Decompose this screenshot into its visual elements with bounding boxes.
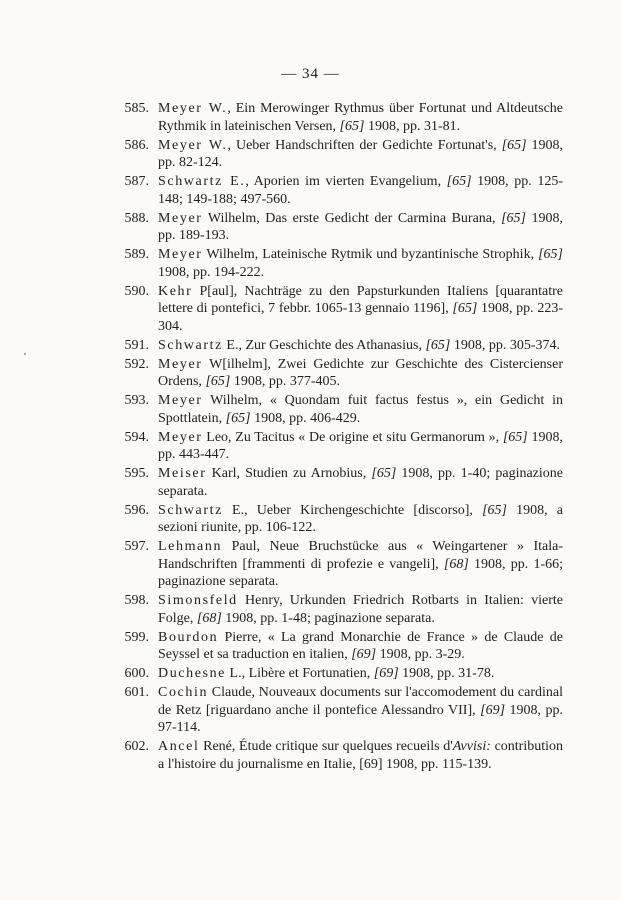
entry-text: Claude, Nouveaux documents sur l'accomodement du cardinal de Retz [riguardano anche il pontefice Alessandro VII], [158,685,563,718]
entry-text: Wilhelm, « Quondam fuit factus festus », ein Gedicht in Spottlatein, [158,393,563,426]
entry-author: Meyer [158,393,203,408]
entry-text-tail: 1908, pp. 125-148; 149-188; 497-560. [158,174,563,207]
entry-text-tail: 1908, pp. 443-447. [158,429,563,462]
entry-number: 589. [124,247,149,262]
entry-author: Bourdon [158,629,219,645]
bibliography-entry [105,538,563,591]
entry-text: Leo, Zu Tacitus « De origine et situ Germanorum », [202,429,503,445]
entry-text-tail: 1908, pp. 377-405. [230,374,341,389]
entry-author: Lehmann [158,539,223,554]
entry-text: René, Étude critique sur quelques recueils d' [199,739,453,754]
entry-author: Meyer [158,210,203,226]
entry-author: Duchesne [158,666,227,681]
entry-volume: [69] [351,647,377,662]
entry-volume: [68] [443,556,469,572]
entry-number: 602. [124,739,149,754]
entry-volume: [68] [196,610,222,626]
entry-number: 586. [124,137,149,153]
bibliography-entry [105,684,563,737]
entry-text: Wilhelm, Das erste Gedicht der Carmina Burana, [202,210,502,226]
entry-author: Cochin [158,685,209,700]
entry-number: 596. [124,502,149,518]
entry-number: 590. [124,283,149,299]
entry-author: Kehr [158,283,193,299]
bibliography-entry [105,665,563,683]
entry-text-tail: 1908, pp. 1-66; paginazione separata. [158,556,563,589]
entry-text: L., Libère et Fortunatien, [226,666,374,681]
entry-number: 601. [124,685,149,700]
entry-author: Meyer [158,356,203,372]
entry-author: Schwartz [158,502,223,518]
entry-author: Schwartz E. [158,174,246,189]
entry-text-tail: 1908, a sezioni riunite, pp. 106-122. [158,502,563,535]
entry-volume: [65] [452,301,478,316]
bibliography-entry [105,210,563,245]
entry-volume: [65] [538,247,563,262]
entry-author: Schwartz [158,337,223,353]
entry-text-tail: 1908, pp. 97-114. [158,702,564,735]
entry-text-tail: 1908, pp. 305-374. [450,337,561,353]
bibliography-entry [105,592,563,627]
entry-text: P[aul], Nachträge zu den Papsturkunden Italiens [quarantatre lettere di pontefici, 7 febbr. 1065-13 gennaio 1196], [158,283,563,316]
entry-text-tail: 1908, pp. 189-193. [158,210,564,243]
entry-volume: [65] [225,410,251,426]
entry-author: Meyer [158,429,203,445]
entry-text-tail: 1908, pp. 31-81. [364,118,461,134]
entry-author: Meiser [158,466,207,481]
entry-text-tail: 1908, pp. 223-304. [158,301,563,334]
entry-text: E., Zur Geschichte des Athanasius, [222,337,426,353]
entry-text: , Ueber Handschriften der Gedichte Fortunat's, [227,137,502,153]
bibliography-entry [105,629,563,664]
entry-text-tail: 1908, pp. 82-124. [158,137,563,170]
entry-text-tail: 1908, pp. 31-78. [398,666,495,681]
entry-author: Meyer W. [158,137,228,153]
entry-author: Simonsfeld [158,593,238,608]
entry-text-tail: 1908, pp. 194-222. [158,264,265,280]
bibliography-entry [105,283,563,336]
entry-text: W[ilhelm], Zwei Gedichte zur Geschichte des Cistercienser Ordens, [158,356,563,389]
page-number: — 34 — [281,66,340,82]
entry-text-tail: 1908, pp. 3-29. [376,647,465,662]
entry-volume: [65] [339,118,365,134]
entry-number: 598. [124,593,149,608]
entry-number: 599. [124,629,149,645]
bibliography-entry [105,100,563,135]
bibliography-entry [105,173,563,208]
entry-text-tail: 1908, pp. 406-429. [250,410,361,426]
entry-volume: [65] [502,429,528,445]
bibliography-entry [105,337,563,355]
entry-volume: [65] [501,210,526,226]
entry-number: 588. [124,210,149,226]
bibliography-entry [105,356,563,391]
entry-author: Meyer W. [158,101,228,116]
entry-volume: [65] [501,137,527,153]
bibliography-entry [105,246,563,281]
entry-volume: [65] [205,374,231,389]
entry-text-tail: 1908, pp. 1-48; paginazione separata. [221,610,435,626]
bibliography-entry [105,137,563,172]
entry-text: Wilhelm, Lateinische Rytmik und byzantinische Strophik, [202,247,539,262]
bibliography-entry [105,738,563,773]
bibliography-entry [105,465,563,500]
entry-text: Pierre, « La grand Monarchie de France » de Claude de Seyssel et sa traduction en italien, [158,629,563,662]
entry-volume: [65] [425,337,451,353]
entry-number: 587. [124,174,149,189]
entry-number: 592. [124,356,149,372]
entry-text-tail: 1908, pp. 1-40; paginazione separata. [158,466,564,499]
bibliography-list [105,100,563,775]
entry-volume: Avvisi: [452,739,491,754]
bibliography-entry [105,429,563,464]
entry-author: Meyer [158,247,203,262]
entry-number: 593. [124,393,149,408]
entry-volume: [65] [371,466,397,481]
entry-text-tail: contribution a l'histoire du journalisme en Italie, [69] 1908, pp. 115-139. [158,739,564,772]
entry-volume: [69] [373,666,399,681]
entry-text: Henry, Urkunden Friedrich Rotbarts in Italien: vierte Folge, [158,593,563,626]
bibliography-entry [105,392,563,427]
entry-author: Ancel [158,739,200,754]
entry-number: 597. [124,539,149,554]
entry-text: Karl, Studien zu Arnobius, [206,466,372,481]
entry-volume: [65] [482,502,507,518]
entry-number: 594. [124,429,149,445]
entry-number: 600. [124,666,149,681]
bibliography-entry [105,502,563,537]
entry-text: Paul, Neue Bruchstücke aus « Weingartener » Itala-Handschriften [frammenti di profezie e vangeli], [158,539,563,572]
entry-volume: [65] [446,174,472,189]
entry-text: , Ein Merowinger Rythmus über Fortunat und Altdeutsche Rythmik in lateinischen Versen, [158,101,564,134]
entry-text: E., Ueber Kirchengeschichte [discorso], [222,502,483,518]
scan-speck [24,353,26,355]
entry-number: 585. [124,101,149,116]
entry-number: 595. [124,466,149,481]
entry-volume: [69] [480,702,506,718]
entry-number: 591. [124,337,149,353]
entry-text: , Aporien im vierten Evangelium, [245,174,447,189]
